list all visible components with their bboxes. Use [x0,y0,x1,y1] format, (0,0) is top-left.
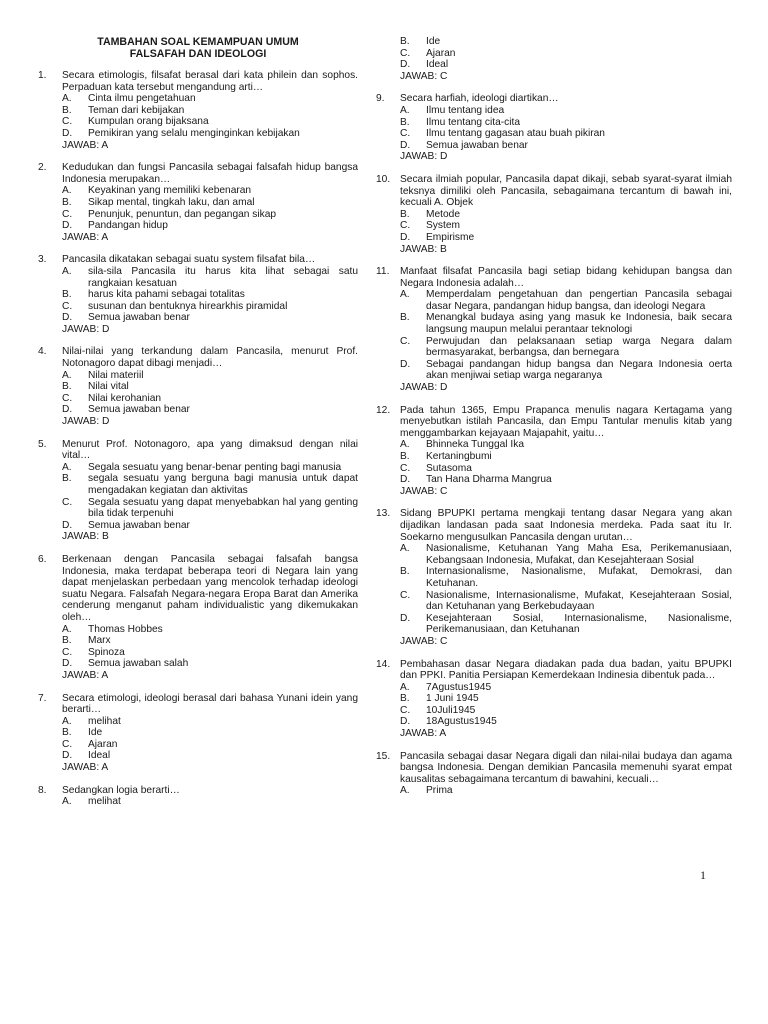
answer-option [400,451,732,463]
option-letter: B. [62,196,72,208]
option-letter: B. [62,635,72,647]
question-number: 7. [38,692,47,704]
question-number: 10. [376,173,391,185]
answer-option [62,116,358,128]
option-text: Metode [426,208,460,220]
option-text: System [426,220,460,232]
option-letter: D. [62,750,73,762]
answer-option [400,36,732,48]
option-text: sila-sila Pancasila itu harus kita lihat sebagai satu rangkaian kesatuan [88,265,358,289]
answer-option [400,220,732,232]
option-text: Bhinneka Tunggal Ika [426,439,524,451]
option-text: segala sesuatu yang berguna bagi manusia untuk dapat mengadakan kegiatan dan aktivitas [88,473,358,496]
question-text: Pembahasan dasar Negara diadakan pada dua badan, yaitu BPUPKI dan PPKI. Panitia Persiapan Kemerdekaan Indinesia dibentuk pada… [400,658,732,682]
left-question-list [38,70,358,808]
answer-key: JAWAB: D [62,323,110,335]
question-text: Nilai-nilai yang terkandung dalam Pancasila, menurut Prof. Notonagoro dapat dibagi menjadi… [62,346,358,370]
option-text: Ide [88,727,103,739]
question-item [38,70,358,151]
answer-option [400,289,732,312]
option-text: Tan Hana Dharma Mangrua [426,474,552,486]
option-letter: C. [62,116,73,128]
answer-option [400,566,732,589]
option-letter: B. [62,104,72,116]
option-letter: A. [62,461,72,473]
option-letter: C. [62,392,73,404]
option-letter: D. [400,139,411,151]
option-letter: D. [400,612,411,624]
question-number: 8. [38,784,47,796]
option-text: Semua jawaban benar [88,519,190,531]
answer-option [62,647,358,659]
option-letter: C. [400,462,411,474]
answer-option [400,439,732,451]
answer-key: JAWAB: D [400,382,448,394]
option-text: Pandangan hidup [88,220,168,232]
question-number: 4. [38,346,47,358]
answer-option [62,520,358,532]
answer-option [62,197,358,209]
answer-key: JAWAB: B [400,243,447,255]
option-text: Semua jawaban benar [426,139,528,151]
question-text: Menurut Prof. Notonagoro, apa yang dimaksud dengan nilai vital… [62,438,358,462]
option-letter: C. [400,47,411,59]
answer-option [62,750,358,762]
question-number: 11. [376,266,390,278]
answer-option [400,693,732,705]
option-letter: D. [62,519,73,531]
option-letter: A. [400,104,410,116]
answer-option [62,93,358,105]
answer-option [400,140,732,152]
option-text: Semua jawaban salah [88,658,189,670]
answer-option [62,220,358,232]
answer-option [62,312,358,324]
answer-option [62,185,358,197]
answer-option [400,716,732,728]
title-line-2: FALSAFAH DAN IDEOLOGI [129,48,267,60]
question-item [376,508,732,647]
option-letter: C. [400,128,411,140]
option-text: Kumpulan orang bijaksana [88,116,209,128]
answer-option [400,209,732,221]
option-letter: A. [62,185,72,197]
question-number: 6. [38,553,47,565]
option-letter: A. [62,265,72,277]
question-text: Secara harfiah, ideologi diartikan… [400,93,559,105]
answer-option [400,463,732,475]
option-letter: D. [400,358,411,370]
option-letter: D. [62,220,73,232]
answer-option [62,393,358,405]
question-number: 3. [38,254,47,266]
option-text: 18Agustus1945 [426,716,497,728]
option-letter: C. [400,220,411,232]
option-text: Sebagai pandangan hidup bangsa dan Negara Indonesia oerta akan menjiwai setiap warga negaranya [426,358,732,382]
question-number: 12. [376,404,391,416]
answer-key: JAWAB: B [62,531,109,543]
question-number: 14. [376,658,391,670]
question-text: Pada tahun 1365, Empu Prapanca menulis nagara Kertagama yang menyebutkan istilah Pancasila, dan Empu Tantular menulis kitab yang menggambarkan kejayaan Majapahit, yaitu… [400,404,732,439]
option-text: Nasionalisme, Ketuhanan Yang Maha Esa, Perikemanusiaan, Kebangsaan Indonesia, Mufakat, dan Kesejahteraan Sosial [426,543,732,566]
question-item [38,693,358,774]
option-letter: C. [62,738,73,750]
option-text: Ideal [426,59,449,71]
answer-option [62,497,358,520]
question-number: 9. [376,93,385,105]
option-letter: B. [400,312,410,324]
option-letter: C. [62,496,73,508]
option-text: Sutasoma [426,462,472,474]
option-letter: D. [62,658,73,670]
option-text: 1 Juni 1945 [426,693,479,705]
answer-option [62,105,358,117]
answer-option [62,727,358,739]
option-letter: A. [400,681,410,693]
answer-option [62,658,358,670]
question-8-continued [376,36,732,82]
option-letter: B. [400,693,410,705]
option-text: Cinta ilmu pengetahuan [88,93,196,105]
answer-option [400,613,732,636]
option-text: Segala sesuatu yang benar-benar penting bagi manusia [88,461,342,473]
option-text: Thomas Hobbes [88,623,163,635]
option-letter: C. [400,704,411,716]
question-item [38,346,358,427]
answer-option [400,117,732,129]
option-text: 10Juli1945 [426,704,476,716]
option-letter: A. [62,623,72,635]
option-letter: B. [400,116,410,128]
option-letter: A. [400,289,410,301]
answer-key: JAWAB: C [400,635,448,647]
option-text: Ilmu tentang idea [426,104,505,116]
option-text: melihat [88,796,121,808]
question-item [38,439,358,543]
option-text: Penunjuk, penuntun, dan pegangan sikap [88,208,277,220]
question-item [38,554,358,682]
answer-option [62,128,358,140]
option-text: Perwujudan dan pelaksanaan setiap warga Negara dalam bermasyarakat, berbangsa, dan bernegara [426,335,732,359]
left-column [38,36,358,819]
question-item [38,785,358,808]
option-letter: B. [400,566,410,578]
question-item [376,174,732,255]
answer-option [62,462,358,474]
option-text: Keyakinan yang memiliki kebenaran [88,185,252,197]
option-letter: C. [62,300,73,312]
option-text: harus kita pahami sebagai totalitas [88,289,245,301]
answer-key: JAWAB: C [400,70,448,82]
question-text: Secara ilmiah popular, Pancasila dapat dikaji, sebab syarat-syarat ilmiah teksnya dimiliki oleh Pancasila, sebagaimana tercantum di bawah ini, kecuali A. Objek [400,173,732,209]
option-letter: D. [62,404,73,416]
right-column [376,36,732,808]
question-item [38,254,358,335]
option-letter: B. [62,473,72,485]
answer-option [62,739,358,751]
option-letter: D. [62,312,73,324]
answer-option [62,301,358,313]
option-letter: B. [62,289,72,301]
question-number: 15. [376,750,391,762]
answer-option [400,590,732,613]
question-item [376,405,732,498]
option-text: Ajaran [426,47,456,59]
question-text: Pancasila dikatakan sebagai suatu system filsafat bila… [62,254,316,266]
option-text: Kertaningbumi [426,451,492,462]
option-text: Spinoza [88,646,125,658]
option-text: Menangkal budaya asing yang masuk ke Indonesia, baik secara langsung maupun melalui perantaar teknologi [426,312,732,336]
option-text: Ajaran [88,738,118,750]
option-text: Nilai kerohanian [88,392,162,404]
question-number: 13. [376,508,391,520]
answer-option [62,716,358,728]
option-letter: C. [62,646,73,658]
answer-option [400,105,732,117]
question-text: Sedangkan logia berarti… [62,784,180,796]
question-text: Secara etimologi, ideologi berasal dari bahasa Yunani idein yang berarti… [62,692,358,716]
option-letter: D. [400,474,411,486]
answer-option [400,59,732,71]
question-text: Secara etimologis, filsafat berasal dari kata philein dan sophos. Perpaduan kata tersebut mengandung arti… [62,70,358,93]
question-item [376,266,732,394]
option-letter: C. [400,335,411,347]
option-text: Prima [426,785,453,797]
option-text: Sikap mental, tingkah laku, dan amal [88,196,255,208]
answer-option [400,48,732,60]
option-text: Kesejahteraan Sosial, Internasionalisme, Nasionalisme, Perikemanusiaan, dan Ketuhanan [426,612,732,636]
answer-option [400,543,732,566]
answer-key: JAWAB: A [400,728,447,740]
option-text: Marx [88,635,111,647]
option-text: Nilai materiil [88,369,144,381]
answer-option [400,336,732,359]
question-text: Sidang BPUPKI pertama mengkaji tentang dasar Negara yang akan dijadikan landasan pada saat Indonesia merdeka. Pada saat itu Ir. Soekarno mengusulkan Pancasila dengan urutan… [400,508,732,543]
answer-option [400,359,732,382]
option-text: Nasionalisme, Internasionalisme, Mufakat, Kesejahteraan Sosial, dan Ketuhanan yang Berkebudayaan [426,589,732,613]
answer-option [400,474,732,486]
answer-option [62,209,358,221]
answer-option [400,705,732,717]
option-text: Ideal [88,750,111,762]
option-letter: A. [62,93,72,105]
option-letter: D. [400,59,411,71]
option-text: susunan dan bentuknya hirearkhis piramidal [88,300,288,312]
question-text: Pancasila sebagai dasar Negara digali dan nilai-nilai budaya dan agama bangsa Indonesia. Dengan demikian Pancasila memenuhi syarat empat kausalitas sebagaimana tercantum di bawahini, kecuali… [400,750,732,785]
answer-option [400,232,732,244]
answer-option [400,312,732,335]
answer-option [400,128,732,140]
answer-option [62,473,358,496]
option-letter: D. [400,231,411,243]
option-letter: D. [62,127,73,139]
question-item [376,751,732,797]
option-text: Semua jawaban benar [88,404,190,416]
option-text: Teman dari kebijakan [88,104,185,116]
right-question-list [376,93,732,797]
option-text: Ilmu tentang gagasan atau buah pikiran [426,128,605,140]
option-text: Empirisme [426,231,475,243]
answer-option [62,404,358,416]
option-text: Internasionalisme, Nasionalisme, Mufakat, Demokrasi, dan Ketuhanan. [426,566,732,589]
answer-option [62,266,358,289]
question-text: Berkenaan dengan Pancasila sebagai falsafah bangsa Indonesia, maka terdapat beberapa teori di Negara lain yang dapat menjelaskan perbedaan yang mencolok terhadap ideologi suatu Negara. Falsafah Negara-negara Eropa Barat dan Amerika cenderung menganut paham individualistic yang dikemukakan oleh… [62,553,358,623]
answer-key: JAWAB: D [62,416,110,428]
answer-option [62,370,358,382]
option-letter: A. [62,369,72,381]
answer-option [62,381,358,393]
option-letter: A. [400,785,410,797]
question-item [38,162,358,243]
option-letter: A. [400,439,410,451]
option-letter: C. [62,208,73,220]
document-title [38,36,358,60]
option-text: melihat [88,715,121,727]
option-letter: B. [400,451,410,462]
option-text: Pemikiran yang selalu menginginkan kebijakan [88,127,300,139]
answer-option [62,289,358,301]
answer-option [62,635,358,647]
option-letter: B. [400,36,410,47]
question-number: 2. [38,162,47,174]
question-text: Manfaat filsafat Pancasila bagi setiap bidang kehidupan bangsa dan Negara Indonesia adalah… [400,266,732,289]
option-letter: A. [400,543,410,555]
option-letter: C. [400,589,411,601]
answer-key: JAWAB: A [62,231,109,243]
answer-key: JAWAB: A [62,669,109,681]
option-text: Ilmu tentang cita-cita [426,116,520,128]
answer-option [62,796,358,808]
option-text: 7Agustus1945 [426,681,492,693]
question-text: Kedudukan dan fungsi Pancasila sebagai falsafah hidup bangsa Indonesia merupakan… [62,162,358,185]
option-letter: D. [400,716,411,728]
question-number: 5. [38,438,47,450]
question-item [376,659,732,740]
answer-key: JAWAB: D [400,151,448,163]
option-letter: B. [62,381,72,393]
option-text: Segala sesuatu yang dapat menyebabkan hal yang genting bila tidak terpenuhi [88,496,358,520]
page-number: 1 [700,868,706,882]
option-text: Memperdalam pengetahuan dan pengertian Pancasila sebagai dasar Negara, pandangan hidup bangsa, dan ideologi Negara [426,289,732,312]
answer-option [400,785,732,797]
question-item [376,93,732,163]
answer-key: JAWAB: A [62,139,109,151]
option-letter: A. [62,715,72,727]
option-text: Ide [426,36,441,47]
option-letter: A. [62,796,72,808]
answer-option [400,682,732,694]
answer-key: JAWAB: C [400,485,448,497]
option-letter: B. [400,208,410,220]
option-letter: B. [62,727,72,739]
title-line-1: TAMBAHAN SOAL KEMAMPUAN UMUM [97,36,299,48]
option-text: Semua jawaban benar [88,312,190,324]
answer-key: JAWAB: A [62,762,109,774]
question-number: 1. [38,70,47,81]
option-text: Nilai vital [88,381,129,393]
answer-option [62,624,358,636]
